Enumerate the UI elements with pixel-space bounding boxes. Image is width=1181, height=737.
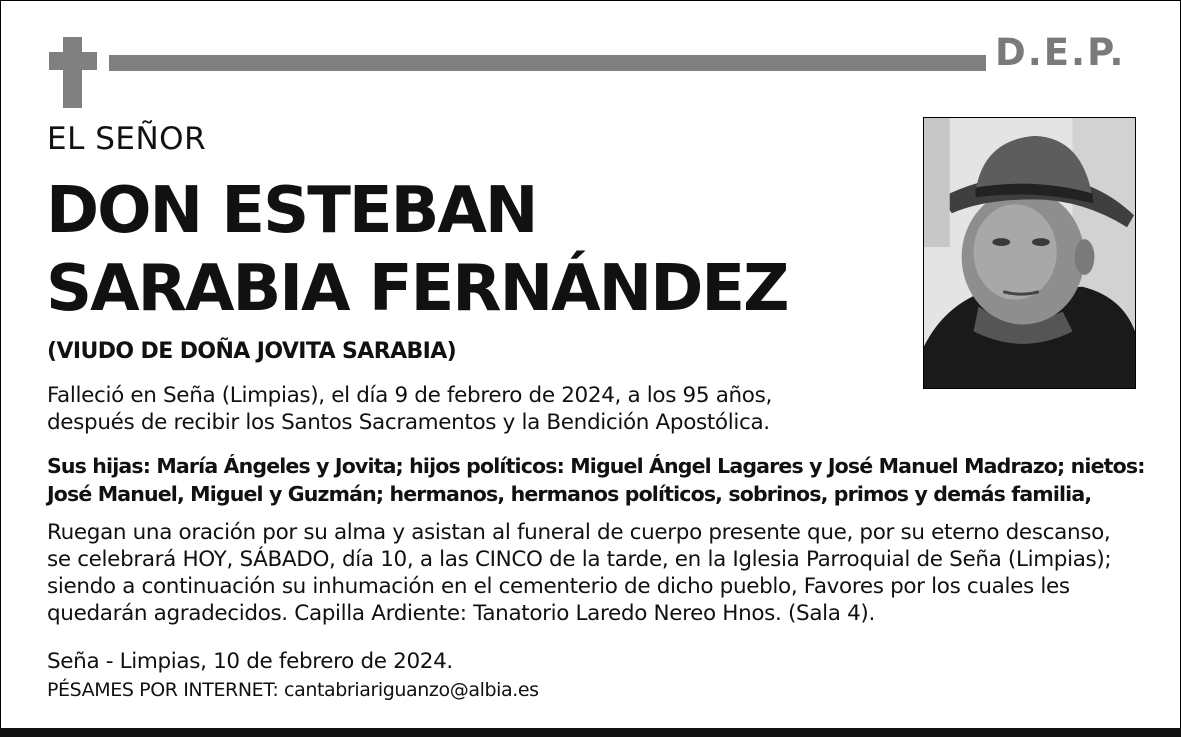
- header-rule: [109, 55, 986, 71]
- name-line-1: DON ESTEBAN: [46, 174, 537, 248]
- portrait-photo: [923, 117, 1136, 389]
- funeral-details: [47, 519, 1111, 627]
- title-prefix: EL SEÑOR: [47, 121, 207, 157]
- funeral-line: siendo a continuación su inhumación en el cementerio de dicho pueblo, Favores por los cuales les: [47, 574, 1070, 599]
- funeral-line: se celebrará HOY, SÁBADO, día 10, a las CINCO de la tarde, en la Iglesia Parroquial de Seña (Limpias);: [47, 547, 1112, 572]
- bottom-rule: [0, 728, 1181, 737]
- deceased-name: [46, 172, 787, 328]
- condolences-contact: PÉSAMES POR INTERNET: cantabriariguanzo@albia.es: [47, 679, 539, 701]
- rip-label: D.E.P.: [995, 31, 1126, 74]
- place-date: Seña - Limpias, 10 de febrero de 2024.: [47, 649, 453, 674]
- widow-note: (VIUDO DE DOÑA JOVITA SARABIA): [47, 339, 457, 364]
- family-list: [47, 452, 1145, 508]
- funeral-line: Ruegan una oración por su alma y asistan al funeral de cuerpo presente que, por su eterno descanso,: [47, 520, 1111, 545]
- death-notice: [47, 382, 772, 436]
- death-notice-line: Falleció en Seña (Limpias), el día 9 de febrero de 2024, a los 95 años,: [47, 383, 772, 408]
- family-line: Sus hijas: María Ángeles y Jovita; hijos políticos: Miguel Ángel Lagares y José Manuel Madrazo; nietos:: [47, 454, 1145, 478]
- death-notice-line: después de recibir los Santos Sacramentos y la Bendición Apostólica.: [47, 410, 770, 435]
- funeral-line: quedarán agradecidos. Capilla Ardiente: Tanatorio Laredo Nereo Hnos. (Sala 4).: [47, 601, 875, 626]
- family-line: José Manuel, Miguel y Guzmán; hermanos, hermanos políticos, sobrinos, primos y demás familia,: [47, 482, 1092, 506]
- name-line-2: SARABIA FERNÁNDEZ: [46, 252, 788, 326]
